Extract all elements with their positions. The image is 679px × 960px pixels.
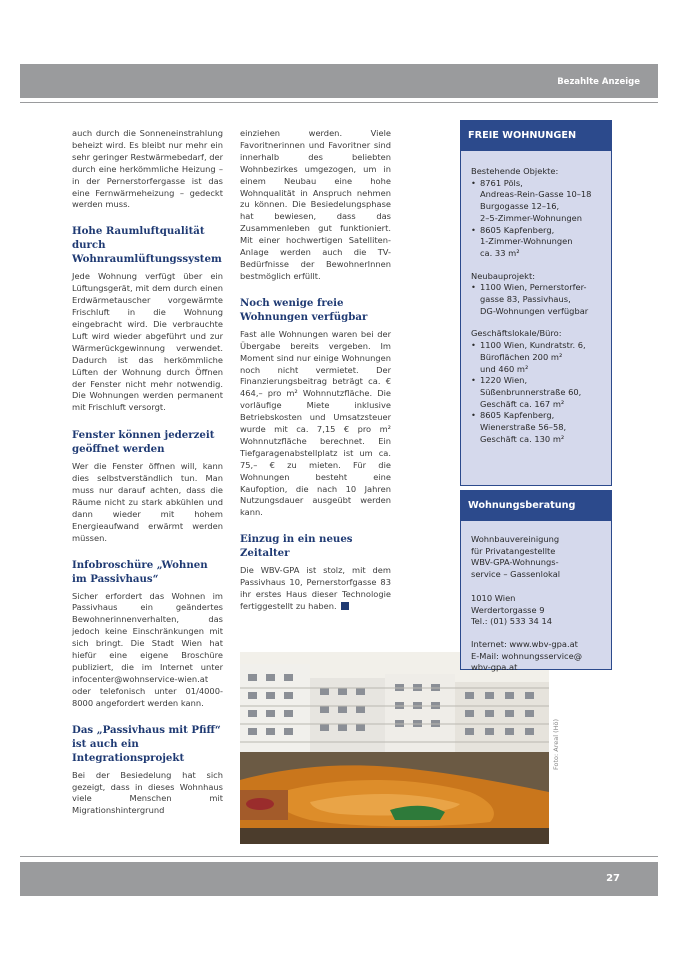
email-link[interactable]: E-Mail: wohnungsservice@: [471, 650, 583, 661]
section-heading: Hohe Raumluftqualität durch Wohnraumlüftungssystem: [72, 225, 222, 266]
paragraph: auch durch die Sonneneinstrahlung beheizt wird. Es bleibt nur mehr ein sehr geringer Restwärmebedarf, der durch eine herkömmliche Heizung – in der Pernerstorfergasse ist das eine Fernwärmeheizung – gedeckt werden muss.: [72, 128, 224, 210]
box-subheading: Bestehende Objekte:: [471, 166, 559, 176]
housing-advice-box: [460, 490, 612, 673]
paragraph-text: Die WBV-GPA ist stolz, mit dem Passivhaus 10, Pernerstorfgasse 83 ihr erstes Haus dieser Technologie fertiggestellt zu haben.: [240, 565, 391, 611]
list-item: • 1220 Wien, Süßenbrunnerstraße 60, Geschäft ca. 167 m²: [471, 375, 601, 410]
photo-credit: Foto: Areal (Hö): [552, 718, 560, 770]
section-heading: Infobroschüre „Wohnen im Passivhaus“: [72, 558, 208, 585]
article-column-2: [240, 128, 391, 613]
website-link[interactable]: Internet: www.wbv-gpa.at: [471, 638, 578, 649]
free-apartments-box: [460, 120, 612, 486]
phone-number: Tel.: (01) 533 34 14: [471, 616, 553, 627]
section-heading: Fenster können jederzeit geöffnet werden: [72, 429, 215, 456]
box-body: [461, 151, 611, 453]
list-item: • 1100 Wien, Pernerstorfer- gasse 83, Passivhaus, DG-Wohnungen verfügbar: [471, 282, 601, 317]
box-subheading: Geschäftslokale/Büro:: [471, 328, 562, 339]
paragraph: Bei der Besiedelung hat sich gezeigt, dass in dieses Wohnhaus viele Menschen mit Migrationshintergrund: [72, 769, 223, 816]
organisation-name: Wohnbauvereinigung für Privatangestellte WBV-GPA-Wohnungs- service – Gassenlokal: [471, 534, 561, 580]
box-body: [461, 521, 611, 682]
paragraph: Fast alle Wohnungen waren bei der Übergabe bereits vergeben. Im Moment sind nur einige Wohnungen noch nicht vermietet. Der Finanzierungsbeitrag beträgt ca. € 464,– pro m² Wohnnutzfläche. Die vorläufige Miete inklusive Betriebskosten und Umsatzsteuer wurde mit ca. 7,15 € pro m² Wohnnutzfläche berechnet. Ein Tiefgaragenabstellplatz ist um ca. 75,– € zu mieten. Für die Wohnungen besteht eine Kaufoption, die nach 10 Jahren Nutzungsdauer ausgeübt werden kann.: [240, 328, 391, 518]
contact-links: [471, 639, 601, 674]
footer-bar: [20, 862, 658, 896]
header-bar: [20, 64, 658, 98]
box-title: Wohnungsberatung: [461, 491, 611, 521]
header-label: Bezahlte Anzeige: [557, 77, 640, 87]
box-title: FREIE WOHNUNGEN: [461, 121, 611, 151]
paragraph: Jede Wohnung verfügt über ein Lüftungsgerät, mit dem durch einen Erdwärmetauscher vorgewärmte Frischluft in die Wohnung eingebracht wird. Die verbrauchte Luft wird wieder abgeführt und zur Wärmerückgewinnung verwendet. Dadurch ist das herkömmliche Lüften der Wohnung durch Öffnen der Fenster nicht mehr notwendig. Die Wohnungen werden permanent mit Frischluft versorgt.: [72, 271, 223, 413]
list-item: • 1100 Wien, Kundratstr. 6, Büroflächen 200 m² und 460 m²: [471, 340, 601, 375]
list-item: • 8605 Kapfenberg, Wienerstraße 56–58, Geschäft ca. 130 m²: [471, 410, 601, 445]
section-heading: Das „Passivhaus mit Pfiff“ ist auch ein Integrationsprojekt: [72, 723, 221, 764]
new-project-list: [471, 282, 601, 317]
paragraph: Wer die Fenster öffnen will, kann dies selbstverständlich tun. Man muss nur darauf achten, dass die Räume nicht zu stark abkühlen und dann wieder mit hohem Energieaufwand erwärmt werden müssen.: [72, 461, 223, 543]
existing-objects-list: [471, 178, 601, 260]
paragraph: Sicher erfordert das Wohnen im Passivhaus ein geändertes Bewohnerinnenverhalten, das jedoch keine Einschränkungen mit sich bringt. Die Stadt Wien hat hiefür eine eigene Broschüre publiziert, die im Internet unter infocenter@wohnservice-wien.at oder telefonisch unter 01/4000-8000 angefordert werden kann.: [72, 590, 223, 708]
end-of-article-mark: [341, 602, 349, 610]
paragraph: einziehen werden. Viele Favoritnerinnen und Favoritner sind innerhalb des beliebten Wohnbezirkes umgezogen, um in einem Neubau eine hohe Wohnqualität in Anspruch nehmen zu können. Die Besiedelungsphase hat bewiesen, dass das Zusammenleben gut funktioniert. Mit einer hochwertigen Satelliten-Anlage werden auch die TV-Bedürfnisse der BewohnerInnen bestmöglich erfüllt.: [240, 128, 391, 281]
box-subheading: Neubauprojekt:: [471, 270, 536, 281]
list-item: • 8605 Kapfenberg, 1-Zimmer-Wohnungen ca. 33 m²: [471, 225, 601, 260]
list-item: • 8761 Pöls, Andreas-Rein-Gasse 10–18 Burgogasse 12–16, 2–5-Zimmer-Wohnungen: [471, 178, 601, 225]
address: 1010 Wien Werdertorgasse 9 Tel.: (01) 533 34 14: [471, 592, 553, 627]
section-heading: Einzug in ein neues Zeitalter: [240, 533, 353, 560]
header-rule: [20, 102, 658, 103]
page-number: 27: [606, 873, 620, 884]
business-premises-list: [471, 340, 601, 445]
article-column-1: [72, 128, 223, 817]
section-heading: Noch wenige freie Wohnungen verfügbar: [240, 296, 368, 323]
paragraph-last: [240, 565, 391, 613]
footer-rule: [20, 856, 658, 857]
email-link-continued[interactable]: wbv-gpa.at: [471, 662, 518, 673]
